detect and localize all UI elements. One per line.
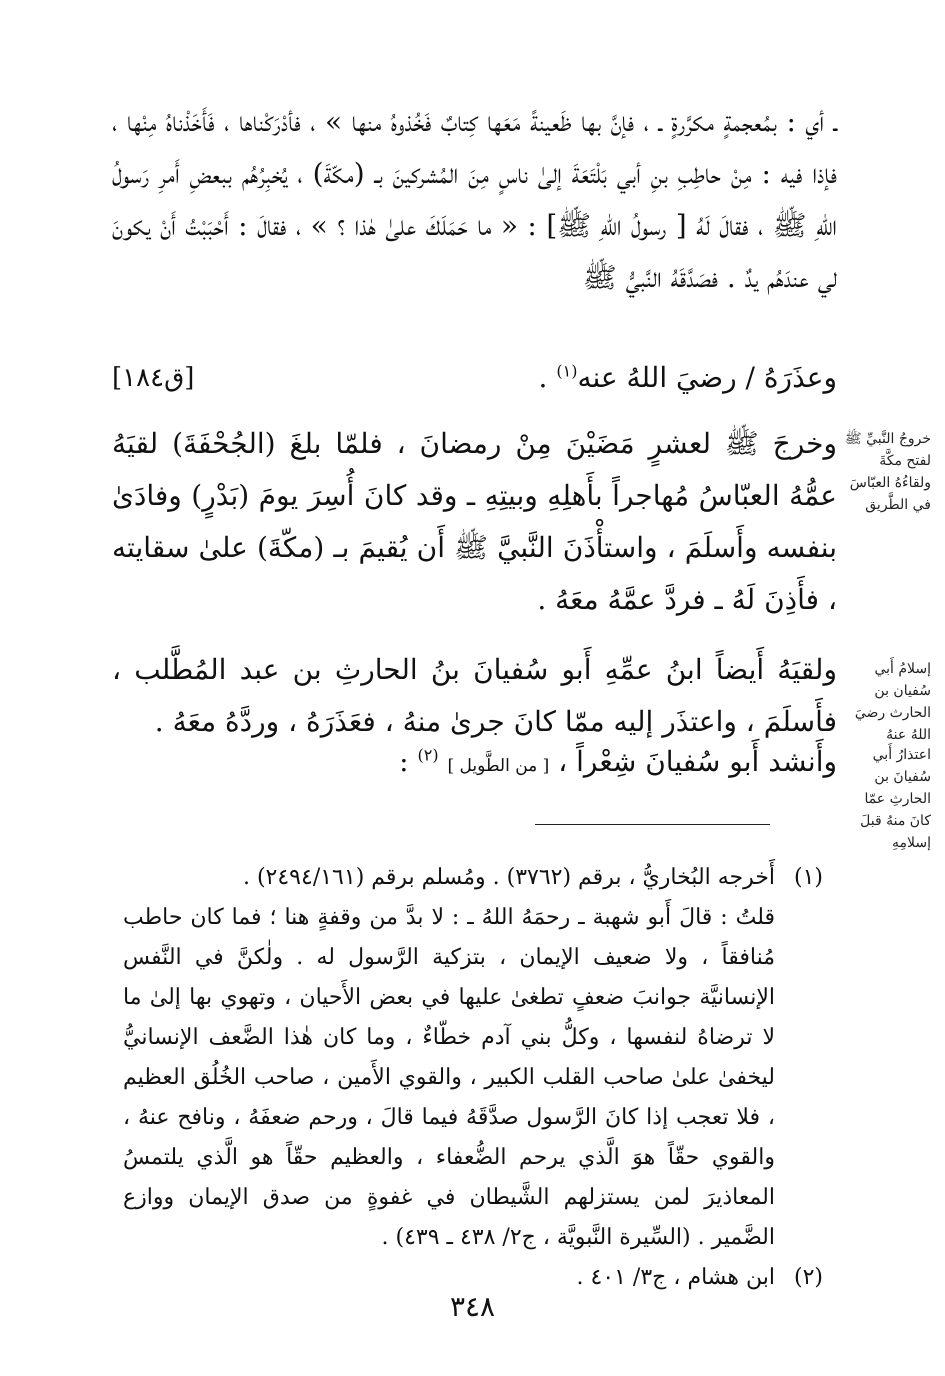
footnote-separator xyxy=(535,824,770,825)
footnote-1-number: (١) xyxy=(793,865,823,890)
footnote-1-comment: قلتُ : قالَ أَبو شهبة ـ رحمَهُ اللهُ ـ : لا بدَّ من وقفةٍ هنا ؛ فما كان حاطب مُنافقاً ، ولا ضعيف الإيمان ، بتزكية الرَّسول له . ولٰكنَّ في النَّفس الإنسانيَّة جوانبَ ضعفٍ تطغىٰ عليها في بعض الأَحيان ، وتهوي بها إلىٰ ما لا ترضاهُ لنفسها ، وكلُّ بني آدم خطّاءٌ ، وما كان هٰذا الضَّعف الإنسانيُّ ليخفىٰ علىٰ صاحب القلب الكبير ، والقوي الأَمين ، صاحب الخُلُق العظيم ، فلا تعجب إذا كانَ الرَّسول صدَّقَهُ فيما قالَ ، ورحم ضعفَهُ ، ونافح عنهُ ، والقوي حقّاً هوَ الَّذي يرحم الضُّعفاء ، والعظيم حقّاً هو الَّذي يلتمسُ المعاذيرَ لمن يستزلهم الشَّيطان في غفوةٍ من صدق الإيمان ووازع الضَّمير . (السِّيرة النَّبويَّة ، ج٢/ ٤٣٨ ـ ٤٣٩) . xyxy=(123,905,775,1250)
footnote-marker-2[interactable]: (٢) xyxy=(417,745,439,765)
margin-note-abu-sufyan-islam: إسلامُ أَبي سُفيان بن الحارث رضيَ اللهُ عنهُ xyxy=(854,661,931,743)
paragraph-3-text: ولقيَهُ أَيضاً ابنُ عمِّهِ أَبو سُفيانَ بنُ الحارثِ بن عبد المُطَّلب ، فأَسلَمَ ، واعتذَر إليه ممّا كانَ جرىٰ منهُ ، فعَذَرَهُ ، وردَّهُ معَهُ . xyxy=(112,653,837,738)
paragraph-1-text: ـ أي : بمُعجمةٍ مكرَّرةٍ ـ ، فإنَّ بها ظَعينةً مَعَها كِتابٌ فَخُذوهُ منها » ، فأدْرَكْناها ، فَأَخَذْناهُ مِنْها ، فإذا فيه : مِنْ حاطِبِ بنِ أبي بَلْتَعَةَ إلىٰ ناسٍ مِنَ المُشركينَ بـ (مكّةَ) ، يُخبِرُهُم ببعضِ أَمرِ رَسولُ اللهِ ﷺ ، فقالَ لَهُ [ رسولُ اللهِ ﷺ] : « ما حَمَلَكَ علىٰ هٰذا ؟ » ، فقالَ : أَحْبَبْتُ أَنْ يكونَ لي عندَهُم يدٌ . فصَدَّقَهُ النَّبيُّ ﷺ xyxy=(112,105,837,294)
paragraph-4-text: وأَنشد أَبو سُفيانَ شِعْراً ، xyxy=(558,745,837,778)
poetry-meter: [ من الطَّويل ] xyxy=(447,756,550,776)
page-number: ٣٤٨ xyxy=(449,1290,496,1323)
paragraph-1-closing xyxy=(539,352,837,404)
footnote-2-source: ابن هشام ، ج٣/ ٤٠١ . xyxy=(576,1265,775,1290)
footnote-2-number: (٢) xyxy=(793,1265,823,1290)
paragraph-4-end: : xyxy=(399,745,418,778)
main-paragraph-4 xyxy=(112,736,837,792)
paragraph-1-last-words: وعذَرَهُ / رضيَ اللهُ عنه xyxy=(577,361,837,394)
footnote-marker-1[interactable]: (١) xyxy=(556,361,578,381)
footnote-1 xyxy=(123,858,823,1258)
paragraph-1-end: . xyxy=(538,361,557,394)
manuscript-folio-reference: [ق١٨٤] xyxy=(112,363,195,393)
footnotes-section xyxy=(123,858,823,1298)
footnote-1-body xyxy=(123,858,775,1258)
main-paragraph-3 xyxy=(112,644,837,748)
footnote-1-source: أَخرجه البُخاريُّ ، برقم (٣٧٦٢) . ومُسلم برقم (٢٤٩٤/١٦١) . xyxy=(242,865,775,890)
main-paragraph-2 xyxy=(112,418,837,626)
paragraph-1-last-line xyxy=(112,352,837,404)
main-paragraph-1 xyxy=(112,96,837,304)
margin-note-abu-sufyan-apology: اعتذارُ أَبي سُفيانَ بن الحارثِ عمّا كانَ منهُ قبلَ إسلامِهِ xyxy=(860,747,931,851)
paragraph-2-text: وخرجَ ﷺ لعشرٍ مَضَيْنَ مِنْ رمضانَ ، فلمّا بلغَ (الجُحْفَةَ) لقيَهُ عمُّهُ العبّاسُ مُهاجراً بأَهلِهِ وبيتِهِ ـ وقد كانَ أُسِرَ يومَ (بَدْرٍ) وفادَىٰ بنفسه وأَسلَمَ ، واستأْذَنَ النَّبيَّ ﷺ أَن يُقيمَ بـ (مكّةَ) علىٰ سقايته ، فأَذِنَ لَهُ ـ فردَّ عمَّهُ معَهُ . xyxy=(112,427,837,616)
paragraph-4-line xyxy=(112,736,837,792)
margin-note-conquest-departure: خروجُ النَّبيِّ ﷺ لفتح مكَّةَ ولقاءُهُ العبّاسَ في الطَّريق xyxy=(844,431,931,513)
